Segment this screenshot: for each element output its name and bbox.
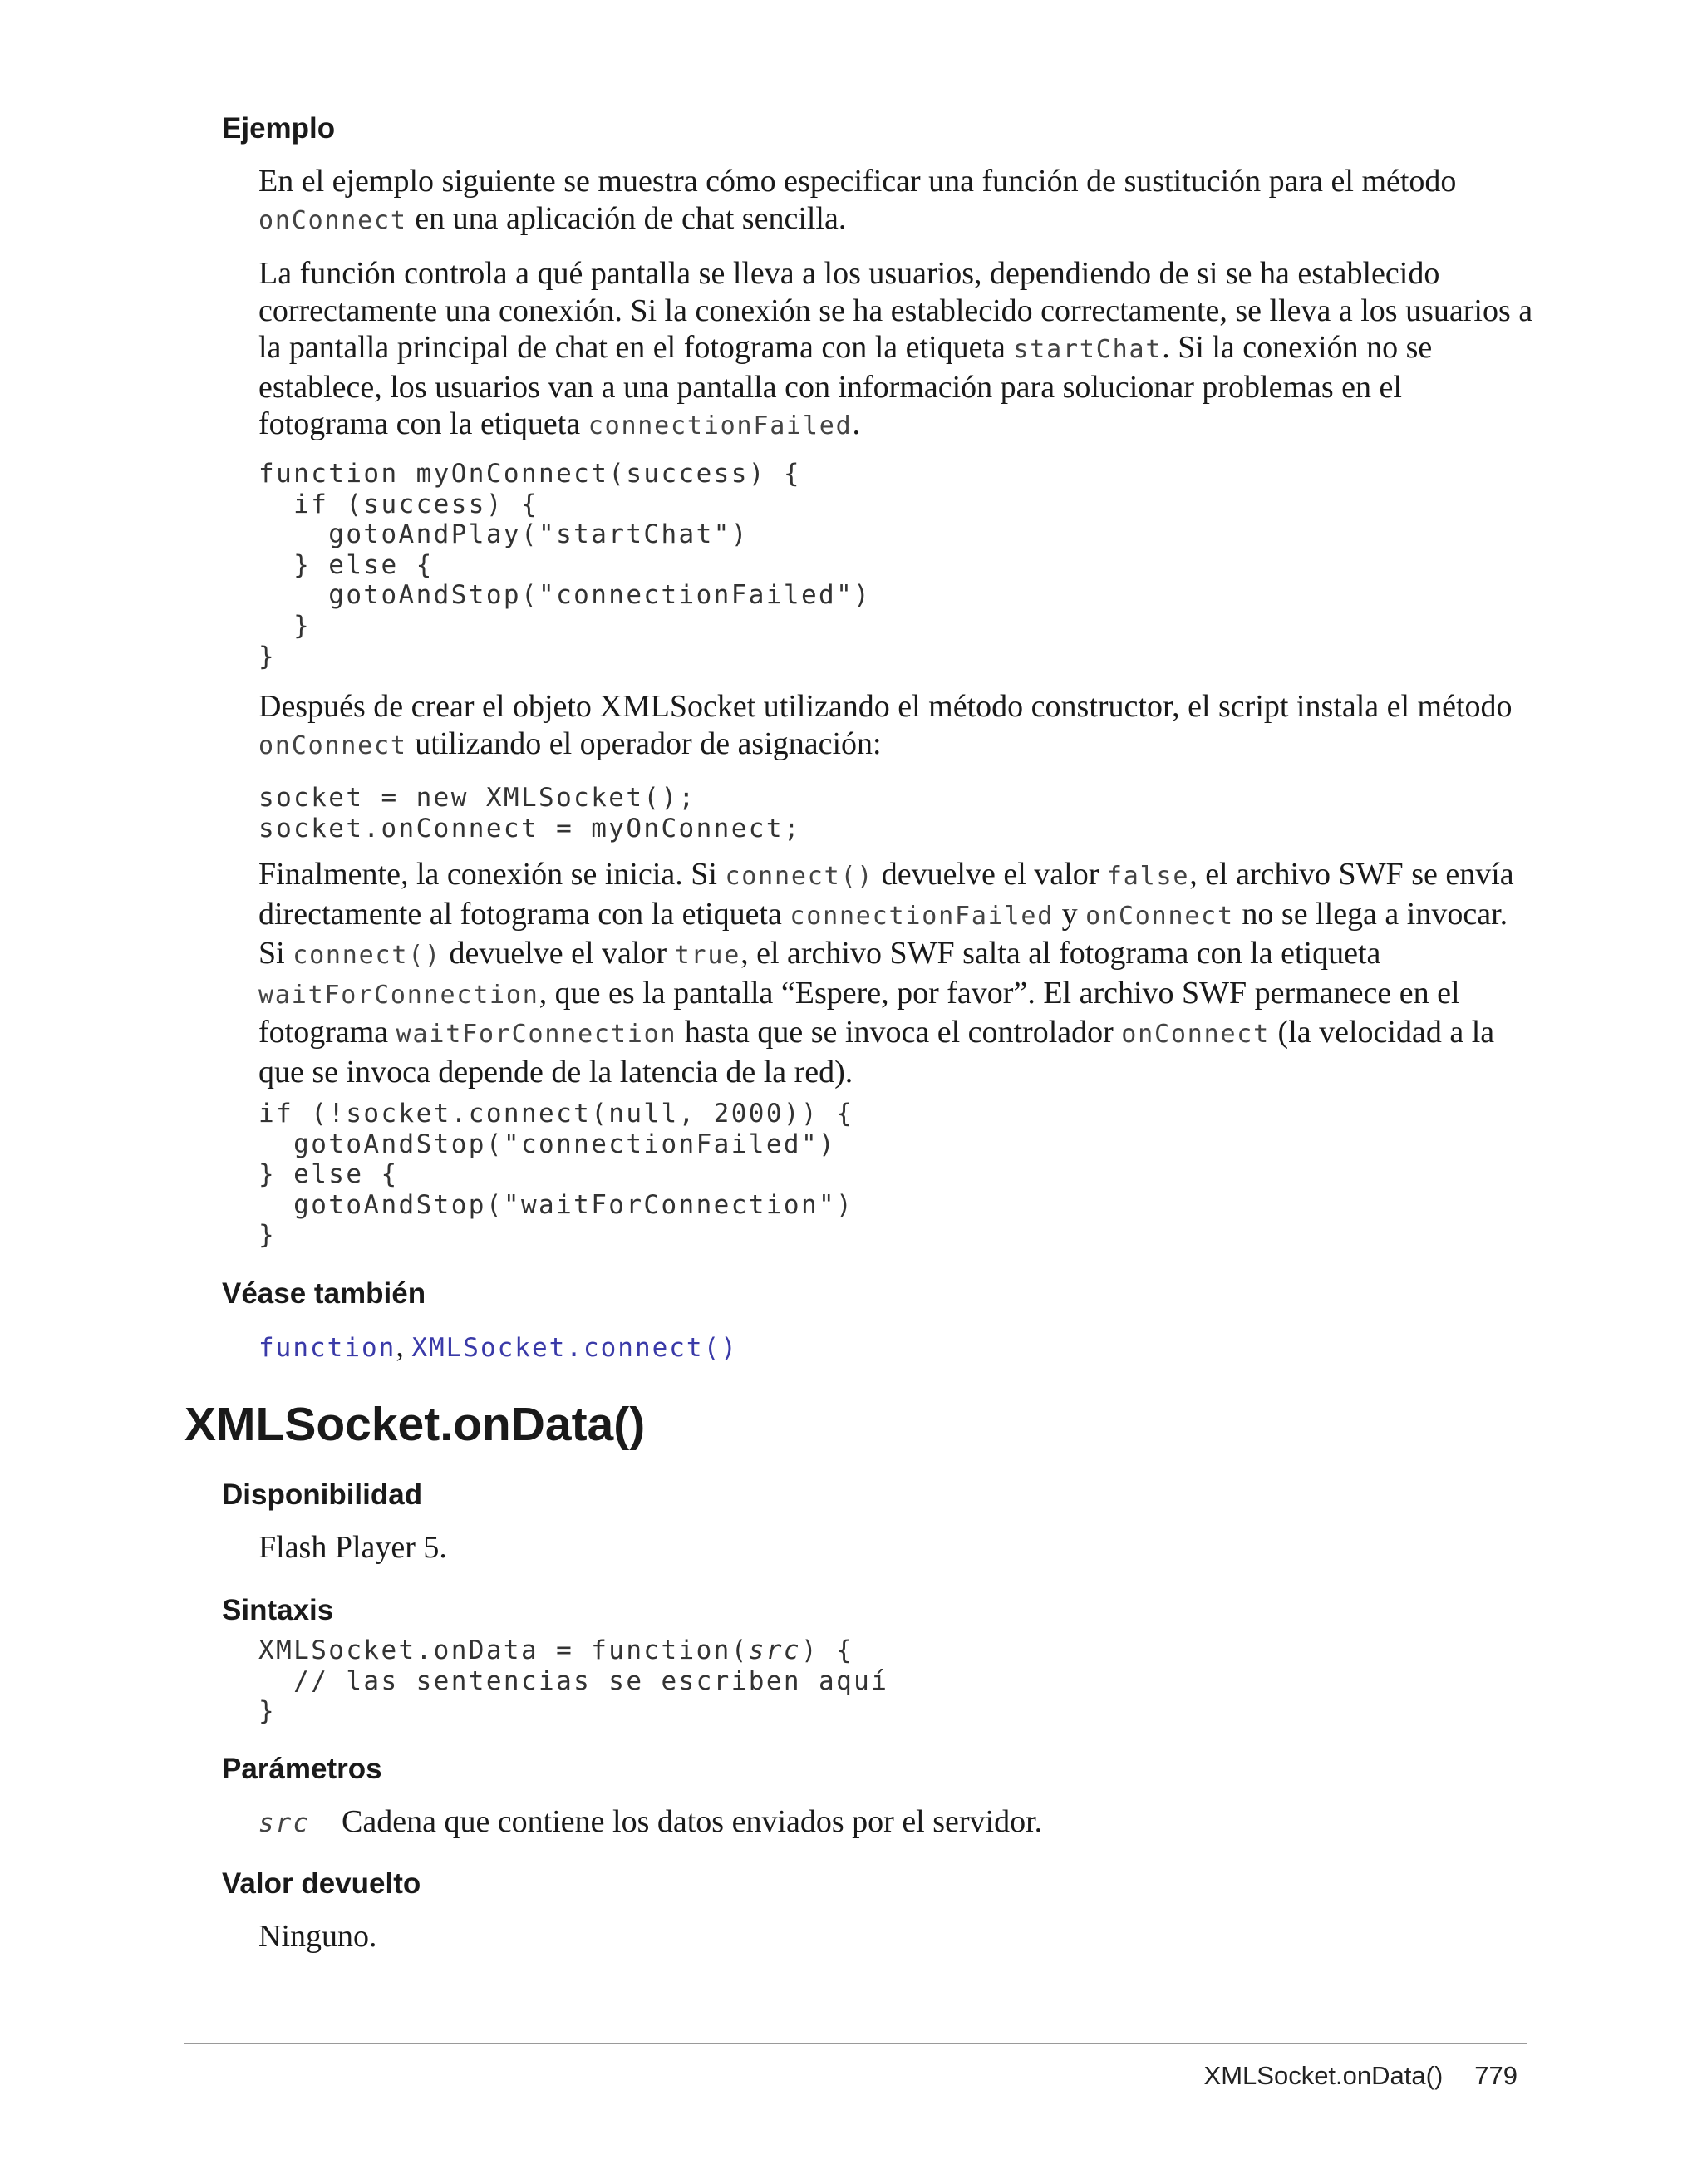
returns-text: Ninguno. [258,1919,377,1954]
page-footer [1204,2061,1518,2091]
paragraph-connection: Finalmente, la conexión se inicia. Si connect() devuelve el valor false, el archivo SWF se envía directamente al fotograma con la etiqueta connectionFailed y onConnect no se llega a invocar. Si connect() devuelve el valor true, el archivo SWF salta al fotograma con la etiqueta waitForConnection, que es la pantalla “Espere, por favor”. El archivo SWF permanece en el fotograma waitForConnection hasta que se invoca el controlador onConnect (la velocidad a la que se invoca depende de la latencia de la red). [258,857,1514,1090]
link-function[interactable]: function [258,1333,396,1363]
inline-code: connectionFailed [588,411,853,440]
entry-title: XMLSocket.onData() [184,1398,646,1451]
code-block-myonconnect: function myOnConnect(success) { if (success) { gotoAndPlay("startChat") } else { gotoAndStop("connectionFailed") } } [258,459,872,671]
paragraph-intro: En el ejemplo siguiente se muestra cómo especificar una función de sustitución para el método onConnect en una aplicación de chat sencilla. [258,164,1457,236]
link-xmlsocket-connect[interactable]: XMLSocket.connect() [411,1333,738,1363]
inline-code: onConnect [258,730,407,760]
paragraph-description: La función controla a qué pantalla se lleva a los usuarios, dependiendo de si se ha establecido correctamente una conexión. Si la conexión se ha establecido correctamente, se lleva a los usuarios a la pantalla principal de chat en el fotograma con la etiqueta startChat. Si la conexión no se establece, los usuarios van a una pantalla con información para solucionar problemas en el fotograma con la etiqueta connectionFailed. [258,256,1533,441]
footer-divider [184,2043,1527,2044]
heading-valor-devuelto: Valor devuelto [222,1867,421,1900]
page-number: 779 [1474,2061,1518,2090]
heading-disponibilidad: Disponibilidad [222,1478,423,1511]
code-block-socket: socket = new XMLSocket(); socket.onConnect = myOnConnect; [258,783,801,844]
syntax-param: src [748,1636,801,1665]
heading-ejemplo: Ejemplo [222,112,336,145]
see-also-links: function, XMLSocket.connect() [258,1329,738,1364]
heading-parametros: Parámetros [222,1753,382,1785]
footer-title: XMLSocket.onData() [1203,2061,1444,2090]
code-block-syntax: XMLSocket.onData = function(src) { // las sentencias se escriben aquí } [258,1636,889,1727]
paragraph-constructor: Después de crear el objeto XMLSocket utilizando el método constructor, el script instala el método onConnect utilizando el operador de asignación: [258,689,1513,761]
inline-code: onConnect [258,205,407,235]
parameter-name: src [258,1808,310,1838]
heading-sintaxis: Sintaxis [222,1594,334,1626]
inline-code: startChat [1013,335,1163,364]
code-block-connect: if (!socket.connect(null, 2000)) { gotoAndStop("connectionFailed") } else { gotoAndStop("waitForConnection") } [258,1099,854,1251]
parameter-description: Cadena que contiene los datos enviados por el servidor. [342,1804,1043,1839]
parameter-row [258,1803,1538,1842]
availability-text: Flash Player 5. [258,1530,447,1565]
heading-vease-tambien: Véase también [222,1277,426,1310]
